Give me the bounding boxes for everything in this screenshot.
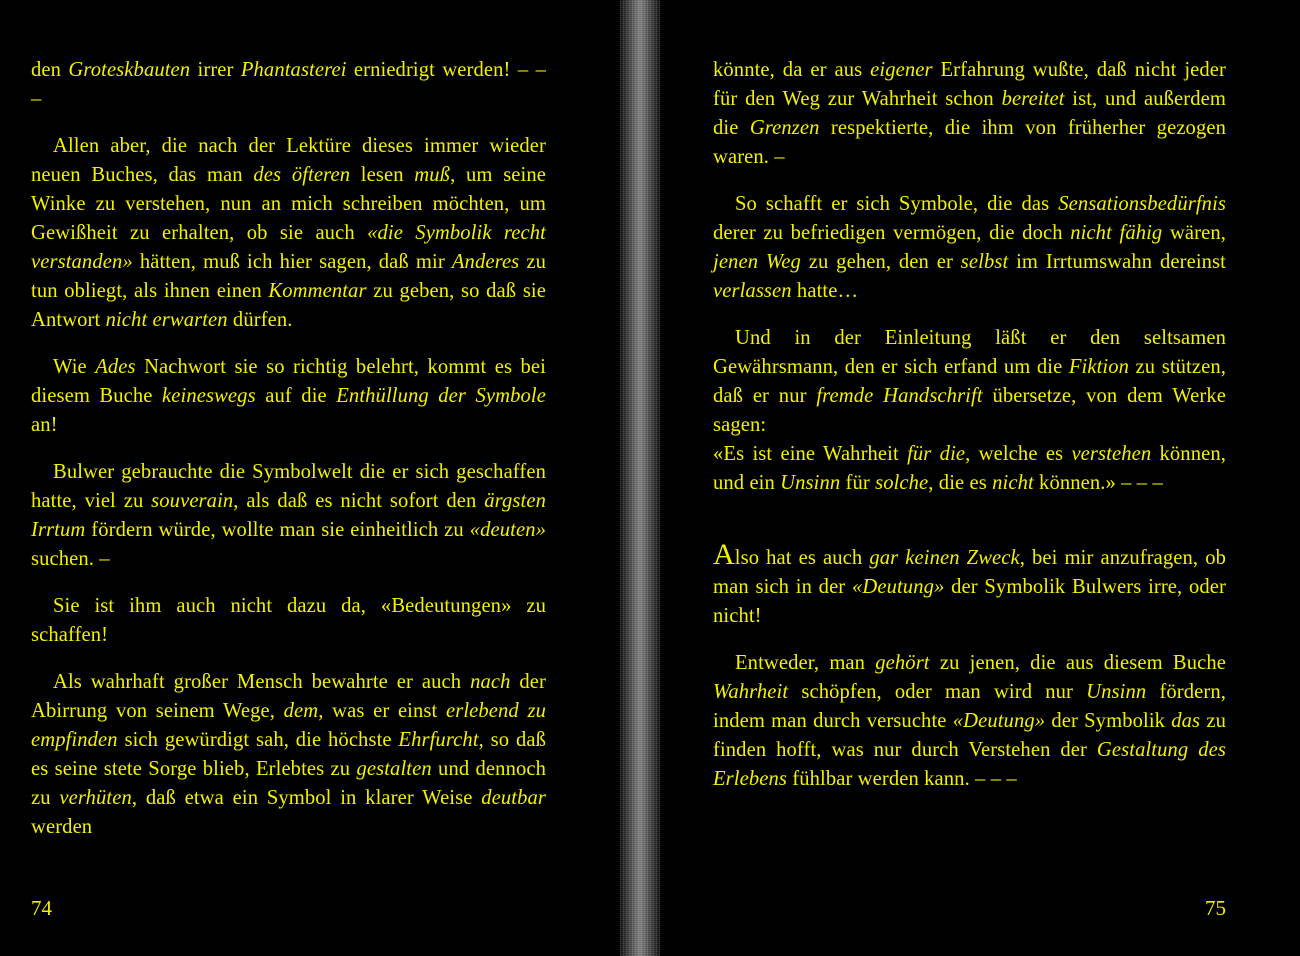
emphasis: ärgsten Irrtum [31, 490, 546, 541]
text-run: Allen aber, die nach der Lektüre dieses immer wieder neuen Buches, das man [31, 135, 546, 186]
text-run: So schafft er sich Symbole, die das [735, 193, 1059, 215]
text-run: , welche es [965, 443, 1072, 465]
paragraph [31, 592, 546, 650]
emphasis: Phantasterei [240, 59, 347, 81]
emphasis: für die [907, 443, 966, 465]
text-run: fördern, indem man durch versuchte [713, 681, 1226, 732]
text-run: zu jenen, die aus diesem Buche [929, 652, 1226, 674]
emphasis: Unsinn [1086, 681, 1147, 703]
text-run: fühlbar werden kann. – – – [787, 768, 1017, 790]
text-run: schöpfen, oder man wird nur [788, 681, 1087, 703]
text-run: , so daß es seine stete Sorge blieb, Erlebtes zu [31, 729, 546, 780]
emphasis: das [1171, 710, 1201, 732]
text-run: hätten, muß ich hier sagen, daß mir [132, 251, 452, 273]
text-run: zu finden hofft, was nur durch Verstehen der [713, 710, 1226, 761]
emphasis: nicht fähig [1070, 222, 1163, 244]
text-run: wären, [1162, 222, 1227, 244]
text-run: der Symbolik Bulwers irre, oder nicht! [713, 576, 1226, 627]
text-run: zu geben, so daß sie Antwort [31, 280, 546, 331]
emphasis: keineswegs [162, 385, 256, 407]
emphasis: Sensationsbedürfnis [1058, 193, 1226, 215]
emphasis: Unsinn [780, 472, 841, 494]
text-run: an! [31, 414, 58, 436]
emphasis: fremde Handschrift [816, 385, 983, 407]
emphasis: Anderes [451, 251, 520, 273]
right-text-block [713, 56, 1226, 812]
emphasis: verhüten [59, 787, 132, 809]
text-run: , bei mir anzufragen, ob man sich in der [713, 547, 1226, 598]
emphasis: gestalten [356, 758, 432, 780]
emphasis: gar keinen Zweck [869, 547, 1020, 569]
text-run: Bulwer gebrauchte die Symbolwelt die er sich geschaffen hatte, viel zu [31, 461, 546, 512]
emphasis: muß [414, 164, 451, 186]
emphasis: Ades [95, 356, 136, 378]
text-run: werden [31, 816, 93, 838]
text-run: den [31, 59, 69, 81]
text-run: derer zu befriedigen vermögen, die doch [713, 222, 1071, 244]
emphasis: nach [470, 671, 511, 693]
paragraph [713, 324, 1226, 440]
text-run: «Es ist eine Wahrheit [713, 443, 908, 465]
left-page [0, 0, 620, 956]
text-run: und dennoch zu [31, 758, 546, 809]
emphasis: bereitet [1001, 88, 1065, 110]
paragraph [713, 190, 1226, 306]
emphasis: jenen Weg [713, 251, 801, 273]
paragraph [31, 668, 546, 842]
emphasis: Kommentar [268, 280, 367, 302]
page-number: 75 [1205, 896, 1226, 920]
paragraph [31, 132, 546, 335]
paragraph [713, 56, 1226, 172]
quotation [713, 440, 1226, 498]
emphasis: solche [875, 472, 929, 494]
text-run: der Symbolik [1045, 710, 1172, 732]
emphasis: Groteskbauten [68, 59, 191, 81]
book-gutter [620, 0, 660, 956]
page-number: 74 [31, 896, 52, 920]
text-run: , um seine Winke zu verstehen, nun an mich schreiben möchten, um Gewißheit zu erhalten, ob sie auch [31, 164, 547, 244]
emphasis: selbst [960, 251, 1009, 273]
right-page [660, 0, 1300, 956]
emphasis: «die Symbolik recht verstanden» [31, 222, 546, 273]
text-run: Und in der Einleitung läßt er den seltsamen Gewährsmann, den er sich erfand um die [713, 327, 1226, 378]
emphasis: Fiktion [1068, 356, 1130, 378]
text-run: hatte… [791, 280, 859, 302]
emphasis: deutbar [481, 787, 546, 809]
text-run: zu gehen, den er [800, 251, 961, 273]
emphasis: souverain [151, 490, 234, 512]
emphasis: «deuten» [469, 519, 546, 541]
emphasis: dem [283, 700, 319, 722]
text-run: Erfahrung wußte, daß nicht jeder für den Weg zur Wahrheit schon [713, 59, 1226, 110]
paragraph [31, 56, 546, 114]
emphasis: Grenzen [749, 117, 820, 139]
text-run: übersetze, von dem Werke sagen: [713, 385, 1226, 436]
text-run: erniedrigt werden! – – – [31, 59, 546, 110]
text-run: für [840, 472, 876, 494]
text-run: lso hat es auch [734, 547, 870, 569]
emphasis: gehört [875, 652, 930, 674]
text-run: suchen. – [31, 548, 110, 570]
emphasis: erlebend zu empfinden [31, 700, 546, 751]
text-run: ist, und außerdem die [713, 88, 1226, 139]
emphasis: verlassen [713, 280, 792, 302]
emphasis: verstehen [1071, 443, 1152, 465]
text-run: , was er einst [318, 700, 446, 722]
text-run: , als daß es nicht sofort den [233, 490, 485, 512]
text-run: könnte, da er aus [713, 59, 871, 81]
paragraph [31, 353, 546, 440]
text-run: respektierte, die ihm von früherher gezogen waren. – [713, 117, 1226, 168]
text-run: Entweder, man [735, 652, 876, 674]
paragraph [31, 458, 546, 574]
drop-cap: A [713, 538, 735, 571]
text-run: auf die [255, 385, 337, 407]
text-run: zu stützen, daß er nur [713, 356, 1226, 407]
text-run: fördern würde, wollte man sie einheitlich zu [85, 519, 470, 541]
emphasis: Gestaltung des Erlebens [713, 739, 1226, 790]
text-run: Nachwort sie so richtig belehrt, kommt es bei diesem Buche [31, 356, 546, 407]
text-run: lesen [350, 164, 415, 186]
text-run: können.» – – – [1033, 472, 1163, 494]
emphasis: Enthüllung der Symbole [336, 385, 546, 407]
text-run: , daß etwa ein Symbol in klarer Weise [131, 787, 482, 809]
emphasis: des öfteren [253, 164, 351, 186]
emphasis: Wahrheit [713, 681, 789, 703]
text-run: können, und ein [713, 443, 1226, 494]
paragraph [713, 649, 1226, 794]
text-run: , die es [928, 472, 993, 494]
emphasis: «Deutung» [952, 710, 1046, 732]
text-run: Als wahrhaft großer Mensch bewahrte er auch [53, 671, 471, 693]
text-run: der Abirrung von seinem Wege, [31, 671, 546, 722]
text-run: irrer [190, 59, 241, 81]
text-run: Sie ist ihm auch nicht dazu da, «Bedeutungen» zu schaffen! [31, 595, 546, 646]
text-run: sich gewürdigt sah, die höchste [117, 729, 399, 751]
emphasis: Ehrfurcht [398, 729, 479, 751]
emphasis: nicht erwarten [105, 309, 228, 331]
emphasis: nicht [992, 472, 1034, 494]
text-run: im Irrtumswahn dereinst [1008, 251, 1226, 273]
emphasis: «Deutung» [851, 576, 945, 598]
left-text-block [31, 56, 546, 860]
emphasis: eigener [870, 59, 933, 81]
text-run: zu tun obliegt, als ihnen einen [31, 251, 547, 302]
paragraph-dropcap [713, 538, 1226, 631]
text-run: Wie [53, 356, 96, 378]
text-run: dürfen. [227, 309, 293, 331]
